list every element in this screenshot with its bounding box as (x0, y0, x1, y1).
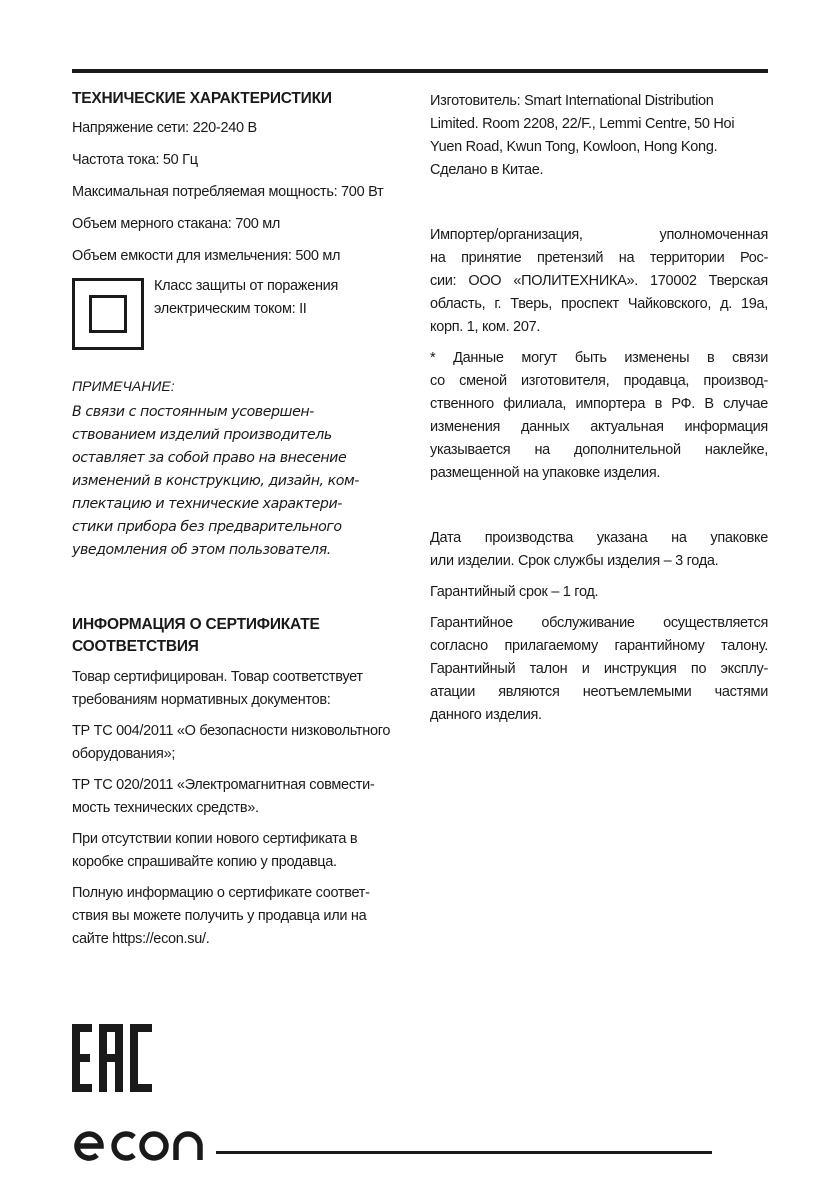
note-title: ПРИМЕЧАНИЕ: (72, 378, 175, 394)
manufacturer-block (430, 90, 768, 182)
certificate-line: ТР ТС 004/2011 «О безопасности низковольтного (72, 723, 391, 739)
spec-voltage: Напряжение сети: 220-240 В (72, 120, 257, 136)
warranty-line: атации являются неотъемлемыми частями (430, 684, 768, 700)
note-line: плектацию и технические характери- (72, 496, 342, 512)
production-block (430, 527, 768, 573)
double-insulation-icon (72, 278, 144, 350)
disclaimer-line: * Данные могут быть изменены в связи (430, 350, 768, 366)
production-line: Дата производства указана на упаковке (430, 530, 768, 546)
warranty-line: согласно прилагаемому гарантийному талону. (430, 638, 768, 654)
certificate-heading-line: СООТВЕТСТВИЯ (72, 638, 199, 655)
certificate-line: требованиям нормативных документов: (72, 692, 331, 708)
importer-line: сии: ООО «ПОЛИТЕХНИКА». 170002 Тверская (430, 273, 768, 289)
certificate-line: оборудования»; (72, 746, 176, 762)
left-column (72, 88, 408, 951)
disclaimer-block (430, 347, 768, 485)
right-column (430, 88, 768, 727)
certificate-paragraph (72, 882, 408, 951)
note-line: уведомления об этом пользователя. (72, 542, 331, 558)
warranty-line: Гарантийный талон и инструкция по эксплу- (430, 661, 768, 677)
importer-line: на принятие претензий на территории Рос- (430, 250, 768, 266)
eac-logo (70, 1022, 156, 1094)
certificate-paragraph (72, 774, 408, 820)
disclaimer-line: со сменой изготовителя, продавца, производ- (430, 373, 768, 389)
certificate-line: Товар сертифицирован. Товар соответствует (72, 669, 363, 685)
certificate-line: коробке спрашивайте копию у продавца. (72, 854, 337, 870)
certificate-heading (72, 614, 408, 658)
certificate-line: Полную информацию о сертификате соответ- (72, 885, 370, 901)
spec-power: Максимальная потребляемая мощность: 700 Вт (72, 184, 384, 200)
spec-frequency: Частота тока: 50 Гц (72, 152, 198, 168)
production-line: или изделии. Срок службы изделия – 3 года. (430, 553, 719, 569)
warranty-period: Гарантийный срок – 1 год. (430, 584, 599, 600)
certificate-line: ствия вы можете получить у продавца или на (72, 908, 367, 924)
certificate-paragraph (72, 720, 408, 766)
disclaimer-line: ственного филиала, импортера в РФ. В случае (430, 396, 768, 412)
manufacturer-line: Limited. Room 2208, 22/F., Lemmi Centre, 50 Hoi (430, 116, 735, 132)
manufacturer-line: Yuen Road, Kwun Tong, Kowloon, Hong Kong. (430, 139, 718, 155)
importer-line: корп. 1, ком. 207. (430, 319, 541, 335)
disclaimer-line: указывается на дополнительной наклейке, (430, 442, 768, 458)
note-line: стики прибора без предварительного (72, 519, 342, 535)
warranty-service-block (430, 612, 768, 727)
manufacturer-line: Изготовитель: Smart International Distribution (430, 93, 714, 109)
note-line: В связи с постоянным усовершен- (72, 404, 314, 420)
protection-class-line: Класс защиты от поражения (154, 278, 339, 294)
note-line: оставляет за собой право на внесение (72, 450, 347, 466)
importer-line: Импортер/организация, уполномоченная (430, 227, 768, 243)
disclaimer-line: размещенной на упаковке изделия. (430, 465, 661, 481)
certificate-line: При отсутствии копии нового сертификата в (72, 831, 358, 847)
warranty-line: данного изделия. (430, 707, 542, 723)
specs-heading: ТЕХНИЧЕСКИЕ ХАРАКТЕРИСТИКИ (72, 90, 332, 107)
certificate-paragraph (72, 666, 408, 712)
manufacturer-line: Сделано в Китае. (430, 162, 544, 178)
protection-class-row (72, 278, 408, 350)
disclaimer-line: изменения данных актуальная информация (430, 419, 768, 435)
importer-line: область, г. Тверь, проспект Чайковского, д. 19а, (430, 296, 768, 312)
note-line: изменений в конструкцию, дизайн, ком- (72, 473, 359, 489)
specs-list (72, 118, 408, 266)
certificate-line: мость технических средств». (72, 800, 259, 816)
bottom-rule (216, 1151, 712, 1154)
spec-measuring-cup: Объем мерного стакана: 700 мл (72, 216, 281, 232)
certificate-line: сайте https://econ.su/. (72, 931, 210, 947)
note-line: ствованием изделий производитель (72, 427, 332, 443)
protection-class-text (154, 275, 338, 321)
top-rule (72, 69, 768, 73)
econ-logo (72, 1126, 212, 1166)
certificate-heading-line: ИНФОРМАЦИЯ О СЕРТИФИКАТЕ (72, 616, 320, 633)
importer-block (430, 224, 768, 339)
spec-chopper-bowl: Объем емкости для измельчения: 500 мл (72, 248, 341, 264)
warranty-line: Гарантийное обслуживание осуществляется (430, 615, 768, 631)
note-body (72, 401, 408, 562)
certificate-line: ТР ТС 020/2011 «Электромагнитная совмести- (72, 777, 375, 793)
certificate-paragraph (72, 828, 408, 874)
protection-class-line: электрическим током: II (154, 301, 307, 317)
